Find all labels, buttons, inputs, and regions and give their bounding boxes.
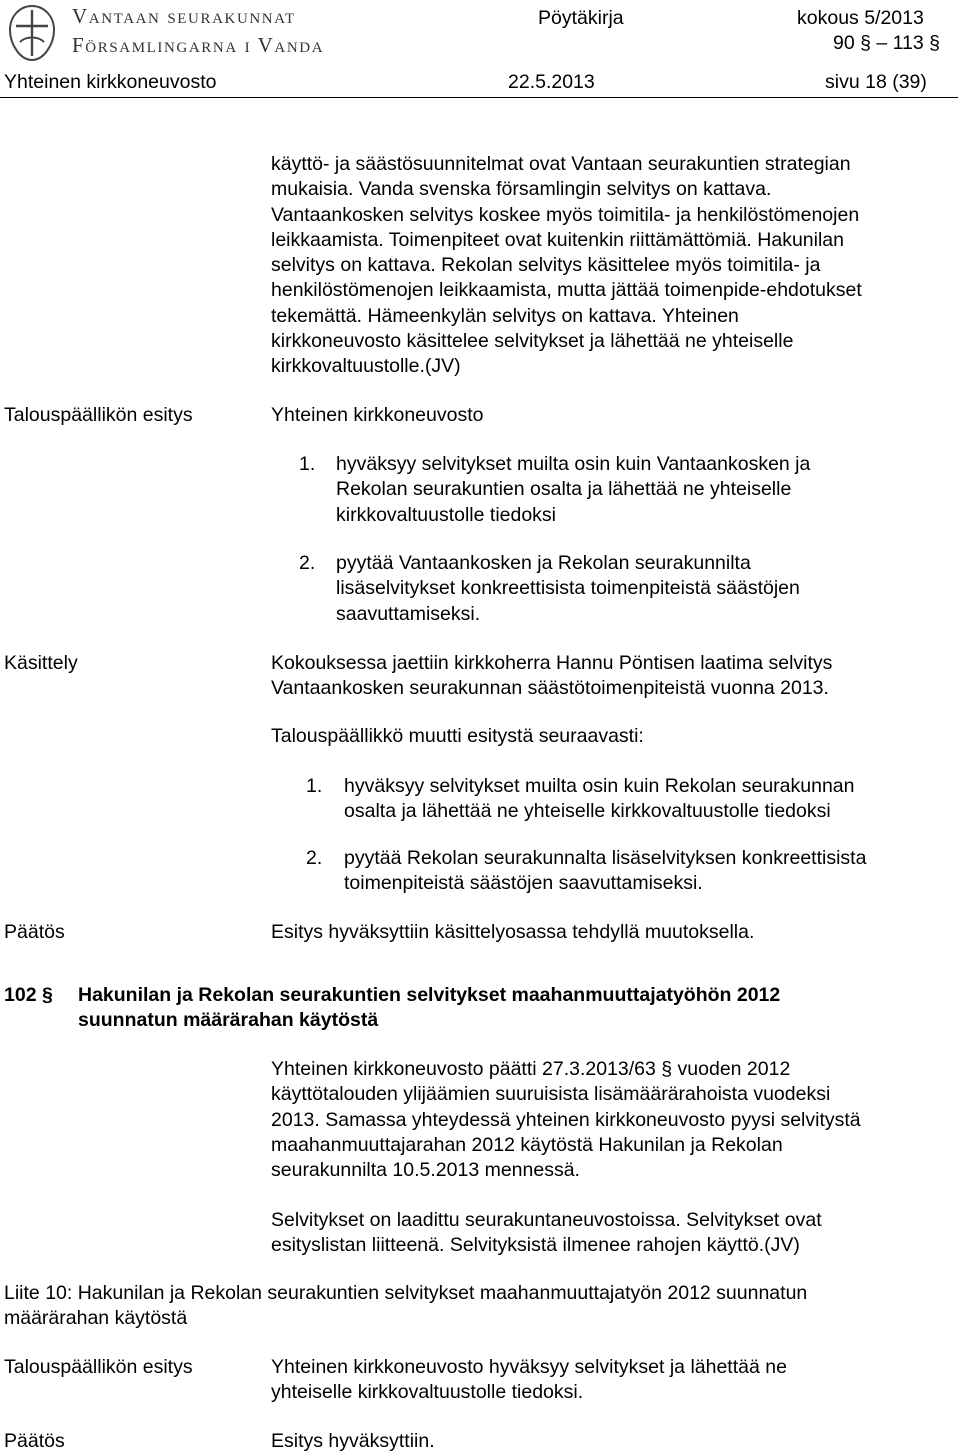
header-date: 22.5.2013 [508,71,595,93]
text-line: lisäselvitykset konkreettisista toimenpiteistä säästöjen [336,577,800,600]
text-line: pyytää Vantaankosken ja Rekolan seurakunnilta [336,552,751,574]
organization-name-fi: Vantaan seurakunnat [72,4,296,28]
text-line: seurakunnilta 10.5.2013 mennessä. [271,1159,580,1182]
text-line: kirkkovaltuustolle tiedoksi [336,503,557,526]
text-line: toimenpiteistä säästöjen saavuttamiseksi. [344,872,703,895]
page-number: sivu 18 (39) [825,71,927,93]
section-paragraph [271,1208,951,1259]
section-title [78,983,948,1034]
section-paragraph [271,1057,951,1183]
handling-list-item [306,774,946,825]
text-line: kirkkoneuvosto käsittelee selvitykset ja lähettää ne yhteiselle [271,330,794,353]
text-line: tekemättä. Hämeenkylän selvitys on kattava. Yhteinen [271,304,739,327]
list-number: 2. [299,552,316,574]
decision-text: Esitys hyväksyttiin. [271,1430,435,1452]
text-line: yhteiselle kirkkovaltuustolle tiedoksi. [271,1381,584,1404]
list-number: 1. [299,453,316,475]
handling-paragraph [271,651,951,702]
text-line: hyväksyy selvitykset muilta osin kuin Vantaankosken ja [336,453,811,475]
text-line: osalta ja lähettää ne yhteiselle kirkkovaltuustolle tiedoksi [344,800,831,823]
section-number: 102 § [4,984,53,1006]
text-line: Yhteinen kirkkoneuvosto päätti 27.3.2013/63 § vuoden 2012 [271,1058,791,1080]
text-line: Yhteinen kirkkoneuvosto hyväksyy selvitykset ja lähettää ne [271,1356,787,1378]
text-line: määrärahan käytöstä [4,1307,188,1330]
text-line: henkilöstömenojen leikkaamista, mutta jättää toimenpide-ehdotukset [271,279,862,302]
text-line: leikkaamista. Toimenpiteet ovat kuitenkin riittämättömiä. Hakunilan [271,228,844,251]
proposal-label: Talouspäällikön esitys [4,404,193,426]
text-line: kirkkovaltuustolle.(JV) [271,355,461,378]
text-line: Selvitykset on laadittu seurakuntaneuvostoissa. Selvitykset ovat [271,1209,822,1231]
proposal-paragraph [271,1355,951,1406]
meeting-number: kokous 5/2013 [797,7,924,29]
proposal-label: Talouspäällikön esitys [4,1356,193,1378]
organization-name-sv: Församlingarna i Vanda [72,33,325,57]
proposal-body: Yhteinen kirkkoneuvosto [271,404,484,426]
text-line: pyytää Rekolan seurakunnalta lisäselvityksen konkreettisista [344,847,867,869]
decision-label: Päätös [4,921,65,943]
text-line: mukaisia. Vanda svenska församlingin selvitys on kattava. [271,178,772,201]
text-line: Kokouksessa jaettiin kirkkoherra Hannu Pöntisen laatima selvitys [271,652,833,674]
proposal-list-item [299,452,939,528]
section-title-line: Hakunilan ja Rekolan seurakuntien selvitykset maahanmuuttajatyöhön 2012 [78,984,781,1006]
attachment-reference [4,1281,954,1332]
text-line: saavuttamiseksi. [336,602,481,625]
text-line: 2013. Samassa yhteydessä yhteinen kirkkoneuvosto pyysi selvitystä [271,1108,861,1131]
proposal-list-item [299,551,939,627]
decision-label: Päätös [4,1430,65,1452]
text-line: Vantaankosken selvitys koskee myös toimitila- ja henkilöstömenojen [271,203,860,226]
header-body-name: Yhteinen kirkkoneuvosto [4,71,217,93]
text-line: hyväksyy selvitykset muilta osin kuin Rekolan seurakunnan [344,775,855,797]
handling-change-note: Talouspäällikkö muutti esitystä seuraavasti: [271,725,644,747]
text-line: Liite 10: Hakunilan ja Rekolan seurakuntien selvitykset maahanmuuttajatyön 2012 suunnatun [4,1282,808,1304]
text-line: maahanmuuttajarahan 2012 käytöstä Hakunilan ja Rekolan [271,1133,783,1156]
header-divider [0,97,958,98]
text-line: käyttö- ja säästösuunnitelmat ovat Vantaan seurakuntien strategian [271,153,851,175]
handling-label: Käsittely [4,652,78,674]
text-line: esityslistan liitteenä. Selvityksistä ilmenee rahojen käyttö.(JV) [271,1234,800,1257]
handling-list-item [306,846,946,897]
decision-text: Esitys hyväksyttiin käsittelyosassa tehdyllä muutoksella. [271,921,755,943]
text-line: Rekolan seurakuntien osalta ja lähettää ne yhteiselle [336,478,792,501]
intro-paragraph [271,152,951,380]
text-line: käyttötalouden ylijäämien suuruisista lisämäärärahoista vuodeksi [271,1083,831,1106]
section-range: 90 § – 113 § [833,32,940,54]
text-line: Vantaankosken seurakunnan säästötoimenpiteistä vuonna 2013. [271,677,829,700]
document-type: Pöytäkirja [538,7,624,29]
section-title-line: suunnatun määrärahan käytöstä [78,1009,379,1032]
church-logo-icon [2,2,62,64]
list-number: 1. [306,775,323,797]
list-number: 2. [306,847,323,869]
text-line: selvitys on kattava. Rekolan selvitys käsittelee myös toimitila- ja [271,254,821,277]
